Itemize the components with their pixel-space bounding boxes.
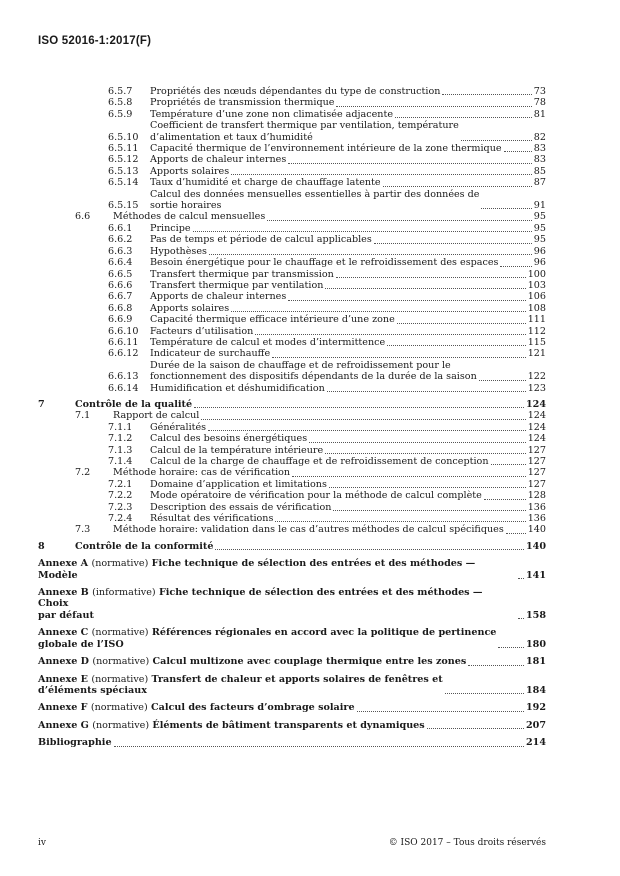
toc-entry[interactable] <box>38 154 546 165</box>
toc-entry[interactable] <box>38 269 546 280</box>
toc-entry[interactable] <box>38 360 546 383</box>
toc-entry-title: Transfert thermique par transmission <box>150 268 334 280</box>
toc-entry-title: Calcul de la charge de chauffage et de refroidissement de conception <box>150 456 489 467</box>
dot-leader <box>231 311 526 312</box>
toc-entry-title: Apports de chaleur internes <box>150 291 287 303</box>
dot-leader <box>383 186 532 187</box>
annex-prefix: Annexe C <box>38 627 89 639</box>
toc-entry-page: 96 <box>533 245 546 257</box>
annex-type: (normative) <box>90 702 148 714</box>
page-number: iv <box>38 838 46 848</box>
toc-entry-number: 7.1.3 <box>108 444 133 456</box>
dot-leader <box>275 521 525 522</box>
toc-entry[interactable] <box>38 246 546 257</box>
toc-annex-entry[interactable] <box>38 656 546 667</box>
toc-entry-number: 6.6.8 <box>108 302 133 314</box>
toc-annex-label <box>38 720 425 731</box>
toc-entry[interactable] <box>38 166 546 177</box>
dot-leader <box>114 746 524 747</box>
toc-entry-number: 6.6.9 <box>108 314 133 326</box>
toc-entry-number: 7.2.3 <box>108 501 133 513</box>
toc-entry-page: 121 <box>527 348 546 360</box>
toc-annex-label <box>38 737 112 748</box>
toc-entry-page: 136 <box>527 501 546 513</box>
toc-annex-entry[interactable] <box>38 720 546 731</box>
dot-leader <box>468 665 524 666</box>
toc-entry-number: 6.6.11 <box>108 336 139 348</box>
toc-entry[interactable] <box>38 257 546 268</box>
annex-title: Fiche technique de sélection des entrées et des méthodes — Choix par défaut <box>38 587 483 621</box>
toc-entry[interactable] <box>38 467 546 478</box>
toc-entry-title: Taux d’humidité et charge de chauffage latente <box>150 177 381 189</box>
toc-annex-page: 214 <box>525 737 546 749</box>
dot-leader <box>500 266 531 267</box>
toc-entry-page: 83 <box>533 143 546 155</box>
annex-type: (informative) <box>92 587 156 599</box>
toc-entry-title: Température de calcul et modes d’intermittence <box>150 336 386 348</box>
dot-leader <box>395 117 532 118</box>
annex-title: Références régionales en accord avec la politique de pertinence globale de l’ISO <box>38 627 497 650</box>
toc-entry[interactable] <box>38 383 546 394</box>
toc-entry-number: 7.1.2 <box>108 433 133 445</box>
toc-entry-title: Facteurs d’utilisation <box>150 325 254 337</box>
toc-entry[interactable] <box>38 348 546 359</box>
toc-entry-page: 127 <box>527 456 546 467</box>
toc-entry-title: Apports solaires <box>150 302 230 314</box>
toc-entry-page: 83 <box>533 154 546 166</box>
copyright-notice: © ISO 2017 – Tous droits réservés <box>388 838 546 848</box>
toc-entry-title: Apports de chaleur internes <box>150 154 287 166</box>
toc-entry-number: 8 <box>38 540 45 552</box>
toc-annex-entry[interactable] <box>38 737 546 748</box>
toc-entry[interactable] <box>38 223 546 234</box>
dot-leader <box>445 693 524 694</box>
dot-leader <box>194 407 524 408</box>
annex-prefix: Annexe D <box>38 656 89 668</box>
toc-annex-label <box>38 558 516 581</box>
toc-entry[interactable] <box>38 445 546 456</box>
toc-entry-number: 6.5.7 <box>108 86 133 97</box>
toc-entry-number: 7.1.4 <box>108 456 133 467</box>
dot-leader <box>272 357 526 358</box>
toc-entry[interactable] <box>38 541 546 552</box>
toc-entry-page: 85 <box>533 165 546 177</box>
toc-entry-page: 100 <box>527 268 546 280</box>
annex-title: Transfert de chaleur et apports solaires de fenêtres et d’éléments spéciaux <box>38 673 443 696</box>
toc-entry-title: Généralités <box>150 421 207 433</box>
annex-title: Éléments de bâtiment transparents et dynamiques <box>152 719 425 731</box>
toc-entry-title: Méthode horaire: validation dans le cas d’autres méthodes de calcul spécifiques <box>113 524 504 536</box>
dot-leader <box>201 419 525 420</box>
toc-entry[interactable] <box>38 422 546 433</box>
page-footer <box>38 838 546 848</box>
toc-entry-number: 6.5.12 <box>108 154 139 166</box>
toc-entry-number: 7.3 <box>75 524 91 536</box>
toc-entry-title: Domaine d’application et limitations <box>150 478 327 490</box>
toc-entry-page: 127 <box>527 467 546 479</box>
annex-type: (normative) <box>92 719 150 731</box>
annex-title: Bibliographie <box>38 737 112 749</box>
toc-entry-title: Calcul des données mensuelles essentielles à partir des données de sortie horaires <box>150 188 480 212</box>
toc-entry-page: 81 <box>533 108 546 120</box>
dot-leader <box>518 618 524 619</box>
toc-entry[interactable] <box>38 97 546 108</box>
toc-entry-title: Coefficient de transfert thermique par ventilation, température d’alimentation et taux d’humidité <box>150 120 459 143</box>
dot-leader <box>506 533 526 534</box>
toc-entry-page: 140 <box>525 540 546 552</box>
toc-entry-title: Méthodes de calcul mensuelles <box>113 211 266 223</box>
dot-leader <box>193 231 532 232</box>
toc-annex-page: 192 <box>525 702 546 714</box>
dot-leader <box>357 711 524 712</box>
toc-entry[interactable] <box>38 234 546 245</box>
toc-entry-title: Apports solaires <box>150 165 230 177</box>
toc-entry-page: 115 <box>527 336 546 348</box>
toc-entry[interactable] <box>38 502 546 513</box>
dot-leader <box>427 728 524 729</box>
dot-leader <box>292 476 526 477</box>
toc-entry-title: Besoin énergétique pour le chauffage et le refroidissement des espaces <box>150 257 499 269</box>
dot-leader <box>209 254 532 255</box>
toc-entry-title: Calcul de la température intérieure <box>150 444 324 456</box>
dot-leader <box>374 243 532 244</box>
toc-entry[interactable] <box>38 337 546 348</box>
dot-leader <box>309 442 526 443</box>
annex-title: Fiche technique de sélection des entrées et des méthodes — Modèle <box>38 558 476 581</box>
toc-entry[interactable] <box>38 314 546 325</box>
dot-leader <box>327 391 526 392</box>
toc-entry-number: 6.6.10 <box>108 325 139 337</box>
document-header: ISO 52016-1:2017(F) <box>38 35 152 47</box>
toc-entry-title: Pas de temps et période de calcul applicables <box>150 234 372 246</box>
toc-entry-title: Capacité thermique de l’environnement intérieure de la zone thermique <box>150 143 502 155</box>
toc-annex-label <box>38 627 496 650</box>
toc-entry-title: Mode opératoire de vérification pour la méthode de calcul complète <box>150 490 482 502</box>
toc-entry-title: Transfert thermique par ventilation <box>150 279 324 291</box>
toc-entry-title: Indicateur de surchauffe <box>150 348 271 360</box>
annex-type: (normative) <box>91 673 149 685</box>
toc-entry-number: 6.6 <box>75 211 91 223</box>
toc-entry-page: 127 <box>527 478 546 490</box>
toc-entry-number: 6.5.8 <box>108 97 133 109</box>
toc-entry-page: 95 <box>533 211 546 223</box>
dot-leader <box>518 578 524 579</box>
toc-entry[interactable] <box>38 326 546 337</box>
toc-entry[interactable] <box>38 303 546 314</box>
toc-entry-page: 128 <box>527 490 546 502</box>
toc-entry[interactable] <box>38 120 546 143</box>
toc-annex-page: 141 <box>525 569 546 581</box>
dot-leader <box>325 288 525 289</box>
dot-leader <box>484 499 526 500</box>
dot-leader <box>336 106 531 107</box>
toc-entry[interactable] <box>38 433 546 444</box>
toc-entry-number: 6.5.11 <box>108 143 139 155</box>
toc-entry-number: 6.6.13 <box>108 371 139 383</box>
dot-leader <box>255 334 525 335</box>
toc-entry[interactable] <box>38 399 546 410</box>
toc-entry-title: Méthode horaire: cas de vérification <box>113 467 291 479</box>
toc-entry-number: 6.6.14 <box>108 382 139 394</box>
dot-leader <box>231 174 532 175</box>
annex-type: (normative) <box>91 558 149 570</box>
annex-prefix: Annexe F <box>38 702 88 714</box>
annex-type: (normative) <box>91 627 149 639</box>
toc-entry-page: 73 <box>533 86 546 97</box>
toc-entry-number: 7.1.1 <box>108 421 133 433</box>
dot-leader <box>267 220 532 221</box>
toc-entry-title: Résultat des vérifications <box>150 513 274 525</box>
toc-entry-page: 95 <box>533 222 546 234</box>
toc-entry-page: 112 <box>527 325 546 337</box>
toc-entry-title: Hypothèses <box>150 245 207 257</box>
toc-entry[interactable] <box>38 280 546 291</box>
toc-entry-title: Humidification et déshumidification <box>150 382 325 394</box>
toc-entry-number: 6.6.7 <box>108 291 133 303</box>
annex-title: Calcul des facteurs d’ombrage solaire <box>151 702 355 714</box>
dot-leader <box>479 380 526 381</box>
dot-leader <box>288 300 525 301</box>
dot-leader <box>288 163 532 164</box>
toc-annex-entry[interactable] <box>38 558 546 581</box>
toc-entry[interactable] <box>38 524 546 535</box>
toc-entry[interactable] <box>38 189 546 212</box>
toc-entry-number: 7.2 <box>75 467 91 479</box>
dot-leader <box>481 208 531 209</box>
toc-entry-page: 96 <box>533 257 546 269</box>
toc-entry-title: Contrôle de la qualité <box>75 398 193 410</box>
dot-leader <box>329 487 526 488</box>
toc-entry[interactable] <box>38 456 546 467</box>
toc-entry[interactable] <box>38 513 546 524</box>
toc-entry-page: 123 <box>527 382 546 394</box>
toc-entry-number: 6.5.14 <box>108 177 139 189</box>
toc-entry-title: Description des essais de vérification <box>150 501 332 513</box>
toc-entry-page: 124 <box>527 421 546 433</box>
toc-entry-page: 82 <box>533 131 546 143</box>
toc-entry-page: 91 <box>533 200 546 212</box>
toc-annex-page: 158 <box>525 609 546 621</box>
toc-entry[interactable] <box>38 143 546 154</box>
annex-title: Calcul multizone avec couplage thermique entre les zones <box>152 656 467 668</box>
toc-entry-number: 6.5.13 <box>108 165 139 177</box>
toc-annex-entry[interactable] <box>38 674 546 697</box>
toc-entry[interactable] <box>38 177 546 188</box>
toc-annex-page: 207 <box>525 719 546 731</box>
toc-entry-page: 87 <box>533 177 546 189</box>
annex-prefix: Annexe A <box>38 558 89 570</box>
toc-entry-number: 6.6.3 <box>108 245 133 257</box>
toc-entry-number: 6.6.4 <box>108 257 133 269</box>
toc-entry-page: 124 <box>527 410 546 422</box>
toc-entry[interactable] <box>38 291 546 302</box>
toc-annex-label <box>38 656 466 667</box>
dot-leader <box>461 140 532 141</box>
toc-annex-page: 181 <box>525 656 546 668</box>
toc-annex-page: 180 <box>525 638 546 650</box>
toc-entry-page: 108 <box>527 302 546 314</box>
dot-leader <box>208 430 526 431</box>
dot-leader <box>397 323 526 324</box>
dot-leader <box>387 345 526 346</box>
toc-entry-number: 6.5.15 <box>108 200 139 212</box>
toc-entry-page: 140 <box>527 524 546 536</box>
toc-entry-number: 7.2.2 <box>108 490 133 502</box>
toc-annex-label <box>38 674 443 697</box>
toc-entry-number: 6.5.10 <box>108 131 139 143</box>
toc-entry-number: 6.6.6 <box>108 279 133 291</box>
toc-entry-title: Contrôle de la conformité <box>75 540 214 552</box>
toc-entry-number: 7.2.4 <box>108 513 133 525</box>
dot-leader <box>325 453 526 454</box>
toc-entry-page: 103 <box>527 279 546 291</box>
toc-entry[interactable] <box>38 86 546 97</box>
table-of-contents <box>38 86 546 749</box>
toc-entry[interactable] <box>38 479 546 490</box>
toc-entry-number: 7.2.1 <box>108 478 133 490</box>
toc-entry[interactable] <box>38 490 546 501</box>
annex-prefix: Annexe G <box>38 719 89 731</box>
toc-entry-number: 6.6.12 <box>108 348 139 360</box>
dot-leader <box>442 94 531 95</box>
dot-leader <box>215 549 524 550</box>
toc-annex-label <box>38 587 516 621</box>
toc-entry-title: Température d’une zone non climatisée adjacente <box>150 108 393 120</box>
toc-entry-number: 7 <box>38 398 45 410</box>
toc-annex-page: 184 <box>525 684 546 696</box>
dot-leader <box>333 510 525 511</box>
toc-entry-page: 124 <box>525 398 546 410</box>
toc-entry-page: 78 <box>533 97 546 109</box>
toc-entry-number: 6.6.5 <box>108 268 133 280</box>
toc-entry[interactable] <box>38 410 546 421</box>
toc-entry-title: Calcul des besoins énergétiques <box>150 433 308 445</box>
toc-annex-entry[interactable] <box>38 587 546 621</box>
toc-annex-entry[interactable] <box>38 702 546 713</box>
toc-entry-number: 7.1 <box>75 410 91 422</box>
toc-entry-title: Capacité thermique efficace intérieure d’une zone <box>150 314 395 326</box>
dot-leader <box>336 277 526 278</box>
toc-entry[interactable] <box>38 211 546 222</box>
toc-entry-title: Rapport de calcul <box>113 410 200 422</box>
toc-entry-page: 106 <box>527 291 546 303</box>
annex-prefix: Annexe B <box>38 587 89 599</box>
dot-leader <box>498 647 524 648</box>
toc-entry-page: 136 <box>527 513 546 525</box>
toc-annex-label <box>38 702 355 713</box>
toc-entry-title: Principe <box>150 222 191 234</box>
toc-entry-number: 6.6.2 <box>108 234 133 246</box>
toc-entry-page: 95 <box>533 234 546 246</box>
dot-leader <box>491 464 526 465</box>
dot-leader <box>504 151 532 152</box>
toc-entry-page: 127 <box>527 444 546 456</box>
toc-entry[interactable] <box>38 109 546 120</box>
toc-entry-title: Propriétés de transmission thermique <box>150 97 335 109</box>
toc-entry-number: 6.6.1 <box>108 222 133 234</box>
toc-annex-entry[interactable] <box>38 627 546 650</box>
annex-type: (normative) <box>92 656 150 668</box>
annex-prefix: Annexe E <box>38 673 88 685</box>
toc-entry-number: 6.5.9 <box>108 108 133 120</box>
toc-entry-page: 111 <box>527 314 546 326</box>
toc-entry-title: Durée de la saison de chauffage et de refroidissement pour le fonctionnement des dispositifs dépendants de la durée de la saison <box>150 359 477 383</box>
toc-entry-page: 122 <box>527 371 546 383</box>
toc-entry-title: Propriétés des nœuds dépendantes du type de construction <box>150 86 441 97</box>
toc-entry-page: 124 <box>527 433 546 445</box>
